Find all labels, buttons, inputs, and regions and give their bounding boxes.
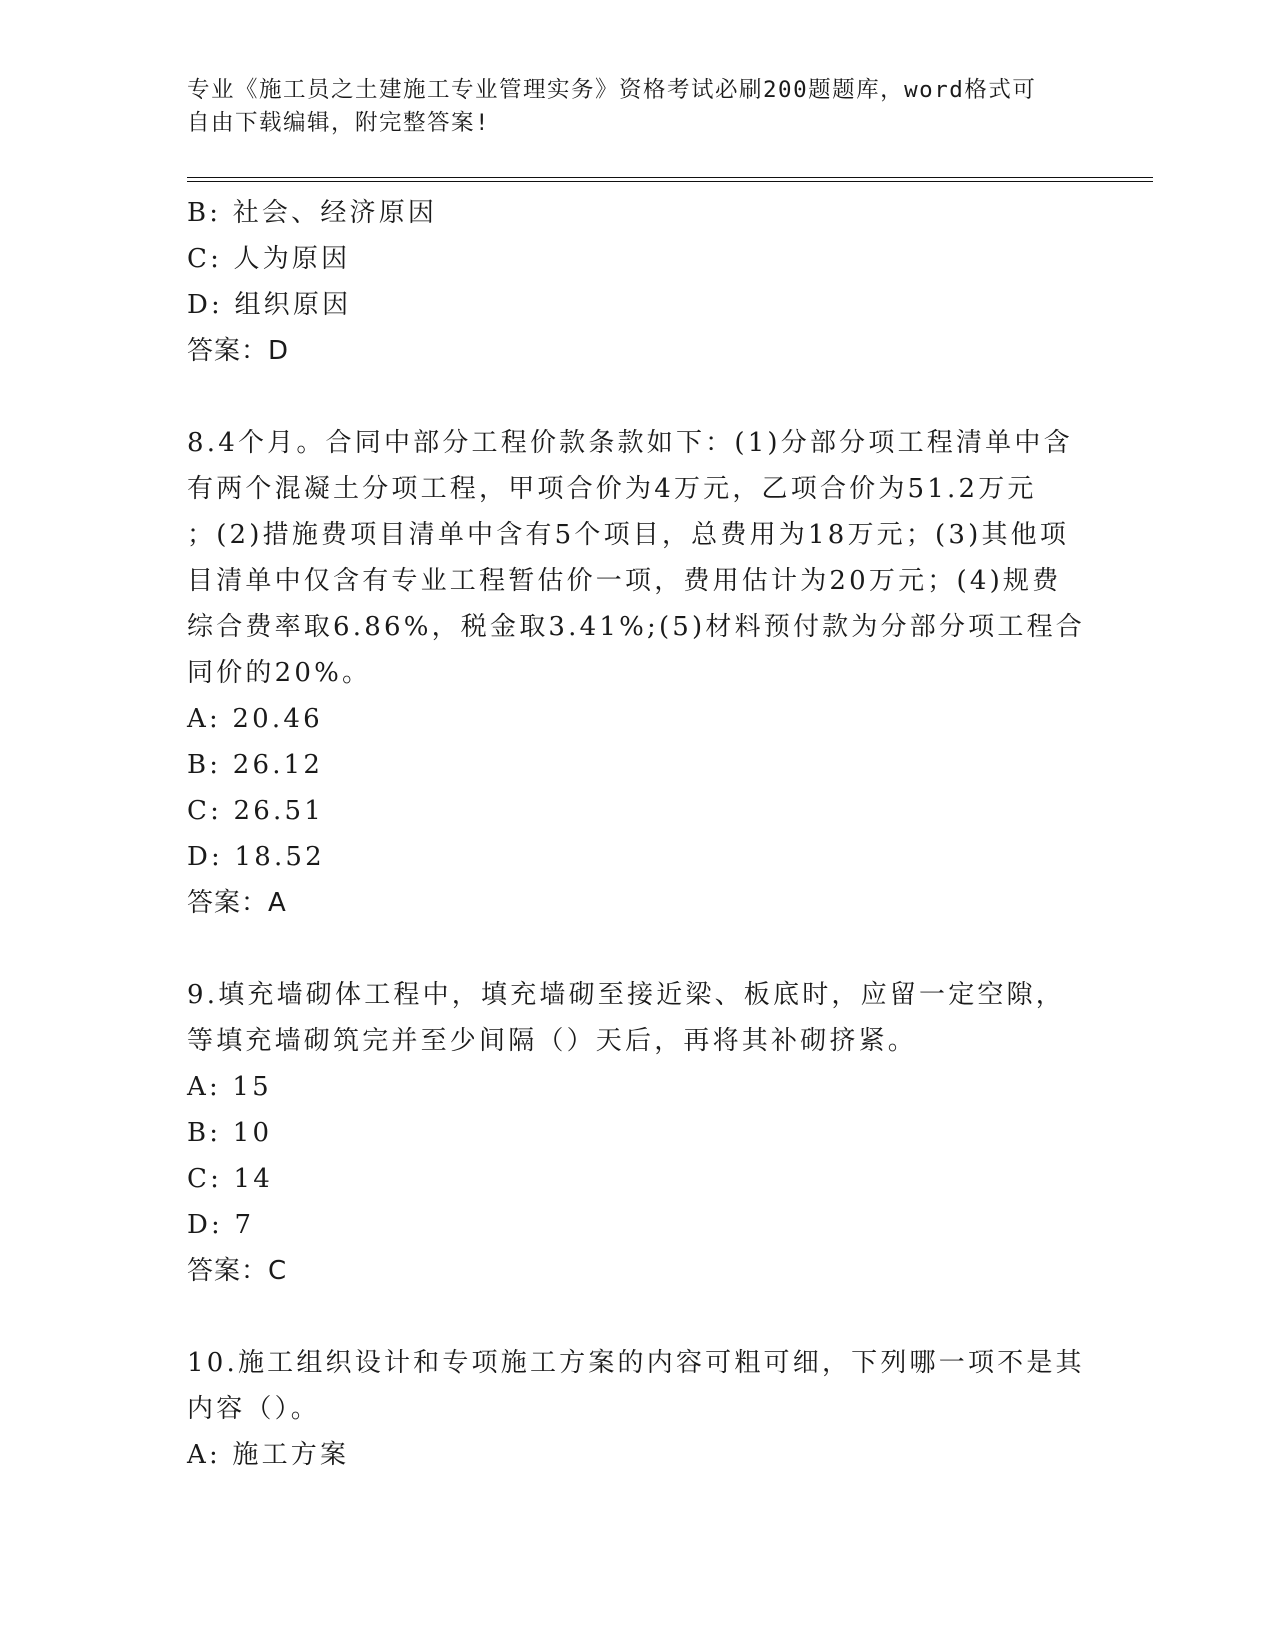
header-divider: [187, 177, 1153, 178]
option-a: A: 20.46: [187, 704, 323, 734]
option-c: C: 人为原因: [187, 244, 351, 274]
header-divider: [187, 181, 1153, 182]
question-stem-line: 同价的20%。: [187, 658, 372, 688]
option-b: B: 26.12: [187, 750, 324, 780]
question-stem-line: 10.施工组织设计和专项施工方案的内容可粗可细，下列哪一项不是其: [187, 1348, 1085, 1378]
option-a: A: 15: [187, 1072, 272, 1102]
question-8: [187, 420, 1087, 926]
answer-line: 答案：D: [187, 336, 290, 366]
answer-line: 答案：A: [187, 888, 287, 918]
header-line: 专业《施工员之土建施工专业管理实务》资格考试必刷200题题库，word格式可: [187, 77, 1037, 103]
answer-line: 答案：C: [187, 1256, 288, 1286]
question-stem-line: 有两个混凝土分项工程，甲项合价为4万元，乙项合价为51.2万元: [187, 474, 1037, 504]
question-7-tail: [187, 190, 1087, 374]
option-c: C: 14: [187, 1164, 274, 1194]
question-stem-line: 综合费率取6.86%，税金取3.41%;(5)材料预付款为分部分项工程合: [187, 612, 1085, 642]
option-b: B: 社会、经济原因: [187, 198, 438, 228]
option-d: D: 组织原因: [187, 290, 352, 320]
option-c: C: 26.51: [187, 796, 324, 826]
option-b: B: 10: [187, 1118, 273, 1148]
option-d: D: 7: [187, 1210, 255, 1240]
option-a: A: 施工方案: [187, 1440, 350, 1470]
question-list: [187, 190, 1087, 1478]
question-stem-line: ；(2)措施费项目清单中含有5个项目，总费用为18万元；(3)其他项: [187, 520, 1070, 550]
question-stem-line: 9.填充墙砌体工程中，填充墙砌至接近梁、板底时，应留一定空隙，: [187, 980, 1066, 1010]
option-d: D: 18.52: [187, 842, 325, 872]
header-line: 自由下载编辑，附完整答案!: [187, 110, 491, 136]
question-10: [187, 1340, 1087, 1478]
question-stem-line: 内容（）。: [187, 1394, 321, 1424]
question-stem-line: 目清单中仅含有专业工程暂估价一项，费用估计为20万元；(4)规费: [187, 566, 1062, 596]
question-9: [187, 972, 1087, 1294]
question-stem-line: 等填充墙砌筑完并至少间隔（）天后，再将其补砌挤紧。: [187, 1026, 918, 1056]
question-stem-line: 8.4个月。合同中部分工程价款条款如下：(1)分部分项工程清单中含: [187, 428, 1073, 458]
page-header: [187, 74, 1087, 140]
